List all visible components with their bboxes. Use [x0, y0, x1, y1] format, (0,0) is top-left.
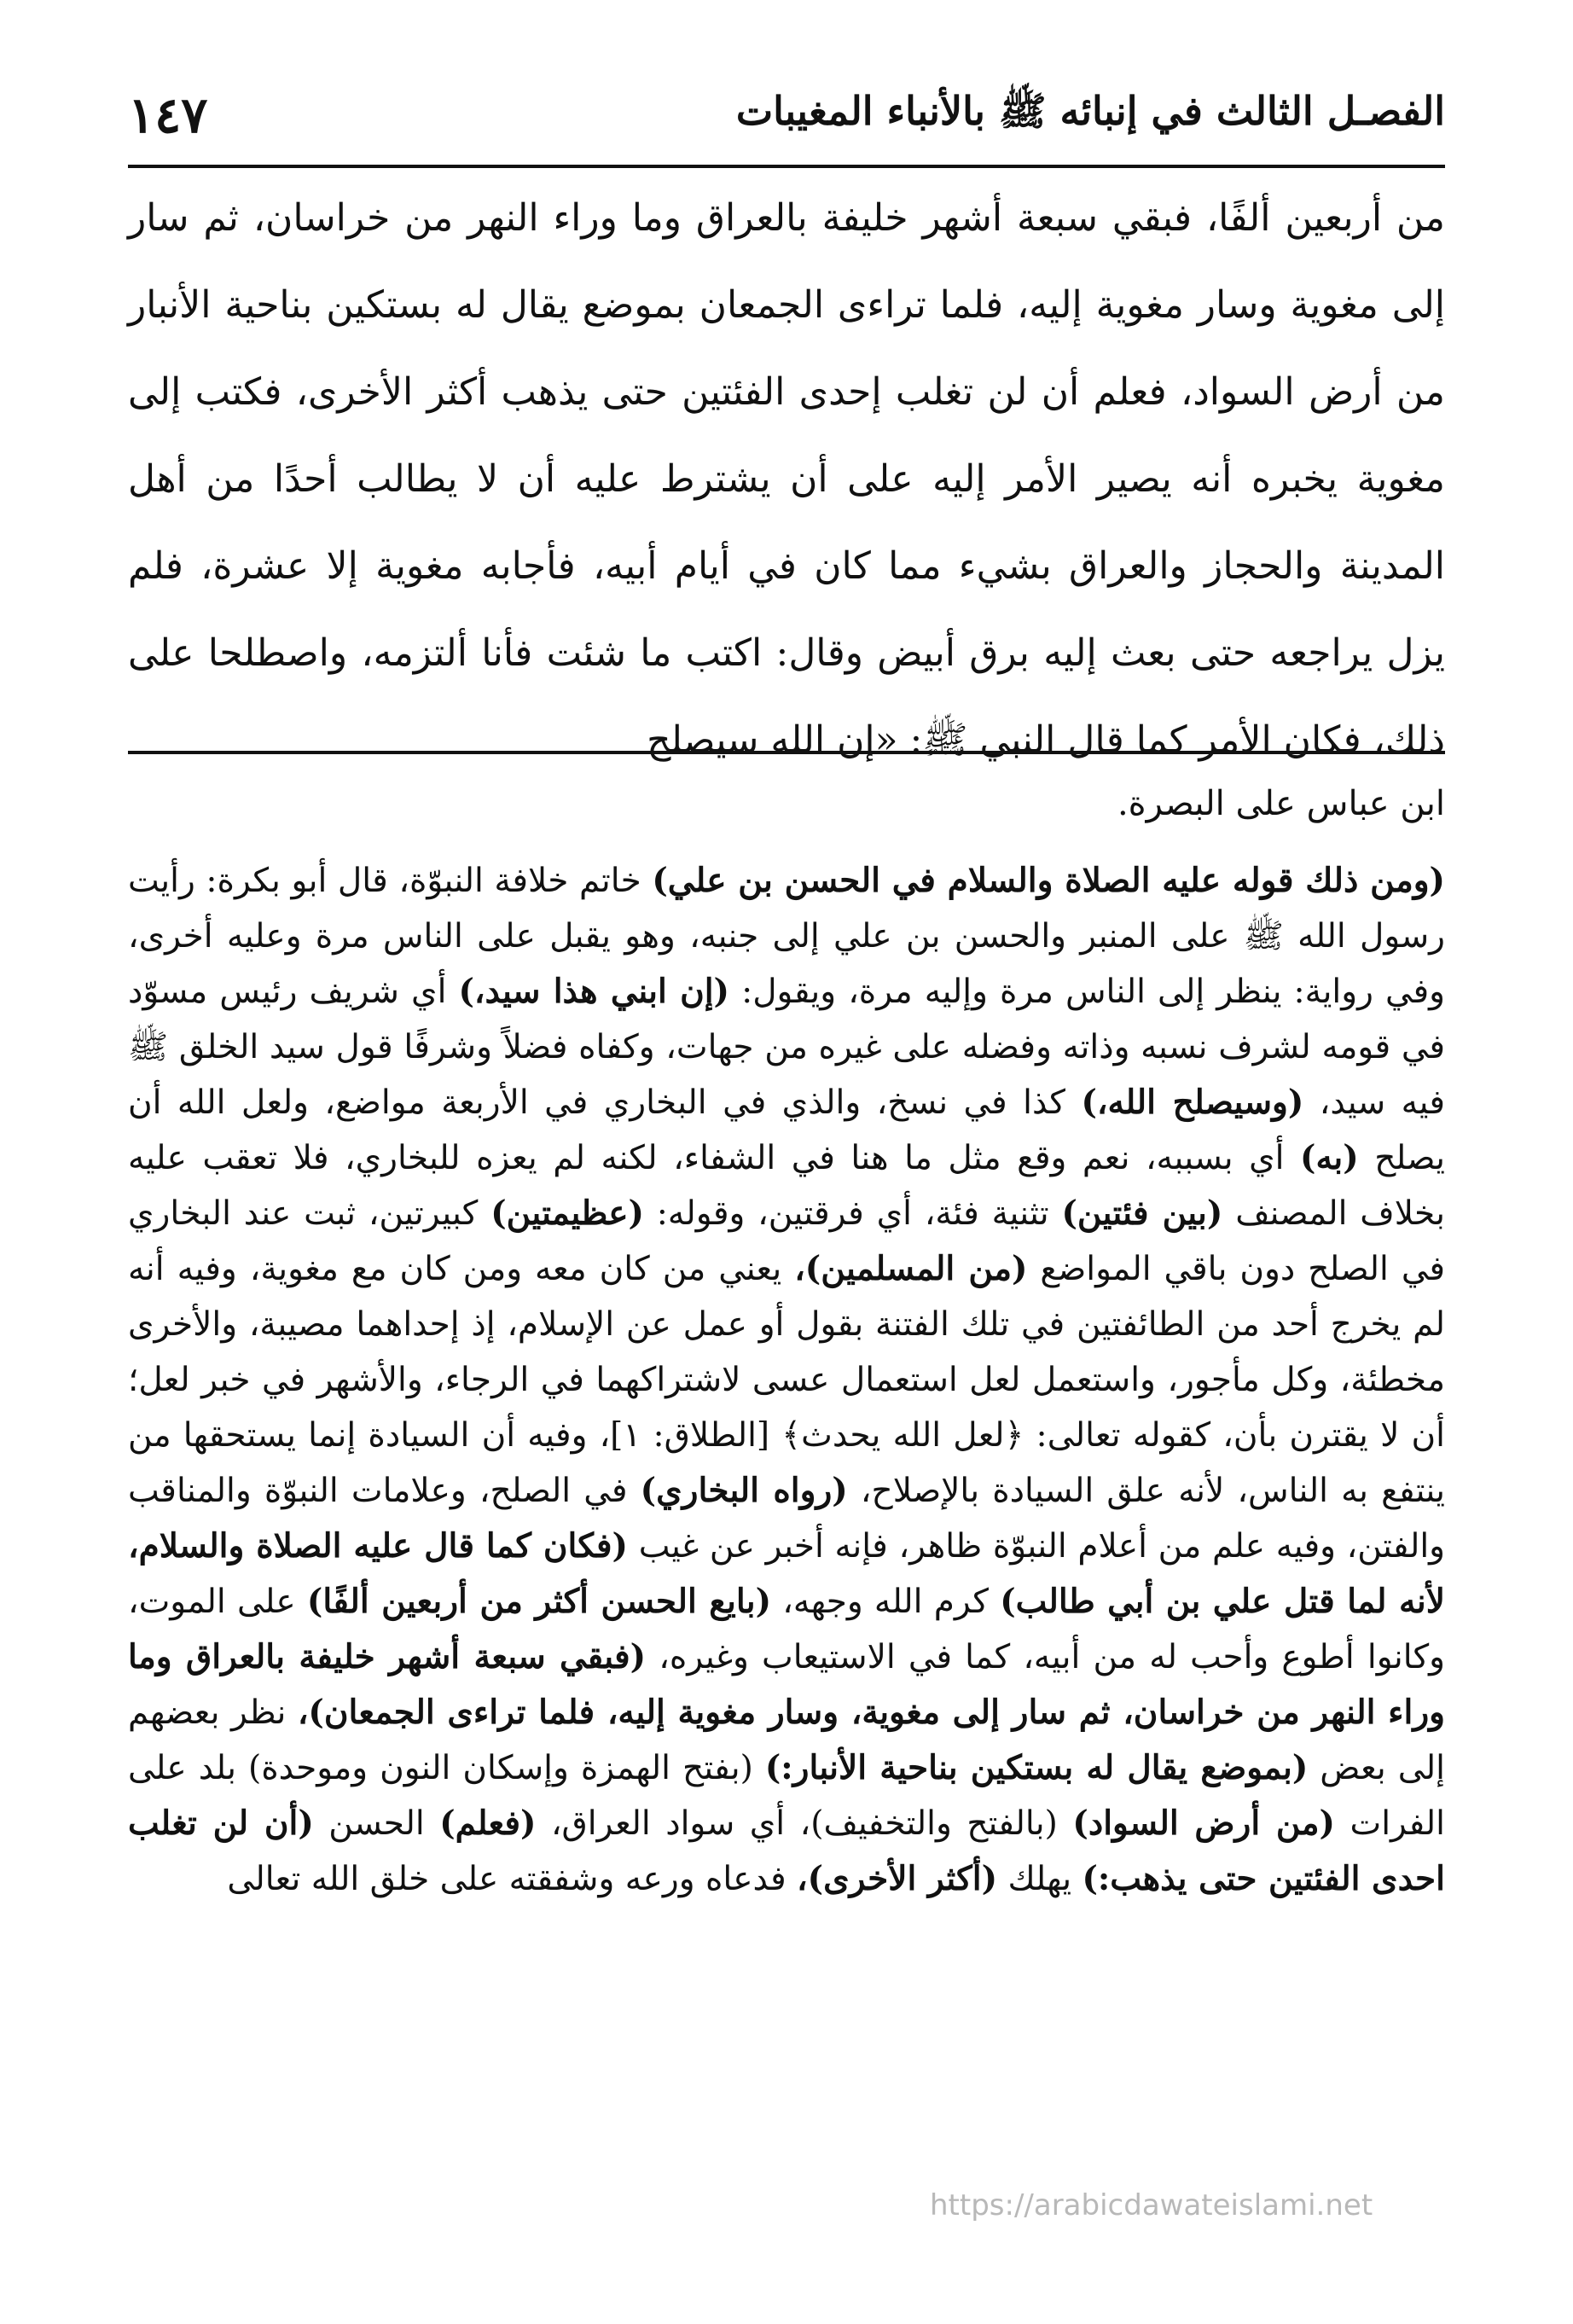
commentary-span: كرم الله وجهه،: [771, 1583, 1001, 1621]
bold-quote: (به): [1300, 1138, 1359, 1177]
bold-quote: (ومن ذلك قوله عليه الصلاة والسلام في الحسن بن علي): [652, 861, 1446, 900]
bold-quote: (أن لن تغلب احدى الفئتين حتى يذهب:): [128, 1804, 1445, 1898]
commentary-span: في الصلح، وعلامات النبوّة والمناقب والفتن، وفيه علم من أعلام النبوّة ظاهر، فإنه أخبر عن غيب: [128, 1472, 1446, 1566]
commentary-span: أي بسببه، نعم وقع مثل ما هنا في الشفاء، لكنه لم يعزه للبخاري، فلا تعقب عليه بخلاف المصنف: [128, 1139, 1445, 1233]
commentary-span: على الموت، وكانوا أطوع وأحب له من أبيه، كما في الاستيعاب وغيره،: [128, 1583, 1445, 1676]
commentary-span: خاتم خلافة النبوّة، قال أبو بكرة: رأيت رسول الله ﷺ على المنبر والحسن بن علي إلى جنبه، وهو يقبل على الناس مرة وعليه أخرى، وفي رواية: ينظر إلى الناس مرة وإليه مرة، ويقول:: [128, 862, 1445, 1011]
commentary-span: فدعاه ورعه وشفقته على خلق الله تعالى: [227, 1860, 798, 1898]
bold-quote: (وسيصلح الله،): [1081, 1083, 1304, 1122]
bold-quote: (فعلم): [439, 1804, 537, 1843]
bold-quote: (أكثر الأخرى)،: [797, 1859, 998, 1898]
commentary-span: (بالفتح والتخفيف)، أي سواد العراق،: [536, 1804, 1073, 1843]
footnote-divider: [128, 751, 1445, 754]
commentary-span: نظر بعضهم إلى بعض: [128, 1694, 1446, 1787]
bold-quote: (فبقي سبعة أشهر خليفة بالعراق وما وراء النهر من خراسان، ثم سار إلى مغوية، وسار مغوية إليه، فلما تراءى الجمعان)،: [128, 1637, 1445, 1732]
main-paragraph: من أربعين ألفًا، فبقي سبعة أشهر خليفة بالعراق وما وراء النهر من خراسان، ثم سار إلى مغوية وسار مغوية إليه، فلما تراءى الجمعان بموضع يقال له بستكين بناحية الأنبار من أرض السواد، فعلم أن لن تغلب إحدى الفئتين حتى يذهب أكثر الأخرى، فكتب إلى مغوية يخبره أنه يصير الأمر إليه على أن يشترط عليه أن لا يطالب أحدًا من أهل المدينة والحجاز والعراق بشيء مما كان في أيام أبيه، فأجابه مغوية إلا عشرة، فلم يزل يراجعه حتى بعث إليه برق أبيض وقال: اكتب ما شئت فأنا ألتزمه، واصطلحا على ذلك، فكان الأمر كما قال النبي ﷺ: «إن الله سيصلح: [128, 196, 1445, 762]
commentary-text: [128, 853, 1445, 1907]
bold-quote: (من أرض السواد): [1072, 1804, 1335, 1843]
bold-quote: (رواه البخاري): [640, 1471, 848, 1510]
commentary-span: يعني من كان معه ومن كان مع مغوية، وفيه أنه لم يخرج أحد من الطائفتين في تلك الفتنة بقول أو عمل عن الإسلام، إذ إحداهما مصيبة، والأخرى مخطئة، وكل مأجور، واستعمل لعل استعمال عسى لاشتراكهما في الرجاء، والأشهر في خبر لعل؛ أن لا يقترن بأن، كقوله تعالى: ﴿لعل الله يحدث﴾ [الطلاق: ١]، وفيه أن السيادة إنما يستحقها من ينتفع به الناس، لأنه علق السيادة بالإصلاح،: [128, 1250, 1445, 1510]
bold-quote: (بايع الحسن أكثر من أربعين ألفًا): [306, 1582, 772, 1621]
commentary-span: كذا في نسخ، والذي في البخاري في الأربعة مواضع، ولعل الله أن يصلح: [128, 1084, 1445, 1177]
chapter-title: الفصـل الثالث في إنبائه ﷺ بالأنباء المغيبات: [735, 87, 1445, 134]
bold-quote: (بموضع يقال له بستكين بناحية الأنبار:): [764, 1748, 1309, 1787]
bold-quote: (فكان كما قال عليه الصلاة والسلام، لأنه لما قتل علي بن أبي طالب): [128, 1526, 1445, 1621]
page-number: ١٤٧: [128, 86, 208, 144]
commentary-span: أي شريف رئيس مسوّد في قومه لشرف نسبه وذاته وفضله على غيره من جهات، وكفاه فضلاً وشرفًا قول سيد الخلق ﷺ فيه سيد،: [128, 973, 1445, 1122]
commentary-span: (بفتح الهمزة وإسكان النون وموحدة) بلد على الفرات: [128, 1749, 1445, 1843]
bold-quote: (عظيمتين): [490, 1194, 644, 1233]
main-text: [128, 175, 1445, 784]
page-header: [128, 81, 1445, 149]
commentary-span: الحسن: [313, 1804, 440, 1843]
header-divider: [128, 165, 1445, 168]
bold-quote: (بين فئتين): [1061, 1194, 1223, 1233]
watermark-url: https://arabicdawateislami.net: [930, 2188, 1373, 2222]
commentary-span: يهلك: [997, 1860, 1083, 1898]
commentary-span: كبيرتين، ثبت عند البخاري في الصلح دون باقي المواضع: [128, 1194, 1445, 1288]
bold-quote: (إن ابني هذا سيد،): [458, 972, 729, 1011]
commentary-paragraph: [128, 853, 1445, 1907]
bold-quote: (من المسلمين)،: [794, 1249, 1028, 1288]
footnote: ابن عباس على البصرة.: [1117, 784, 1445, 823]
commentary-span: تثنية فئة، أي فرقتين، وقوله:: [643, 1194, 1062, 1233]
